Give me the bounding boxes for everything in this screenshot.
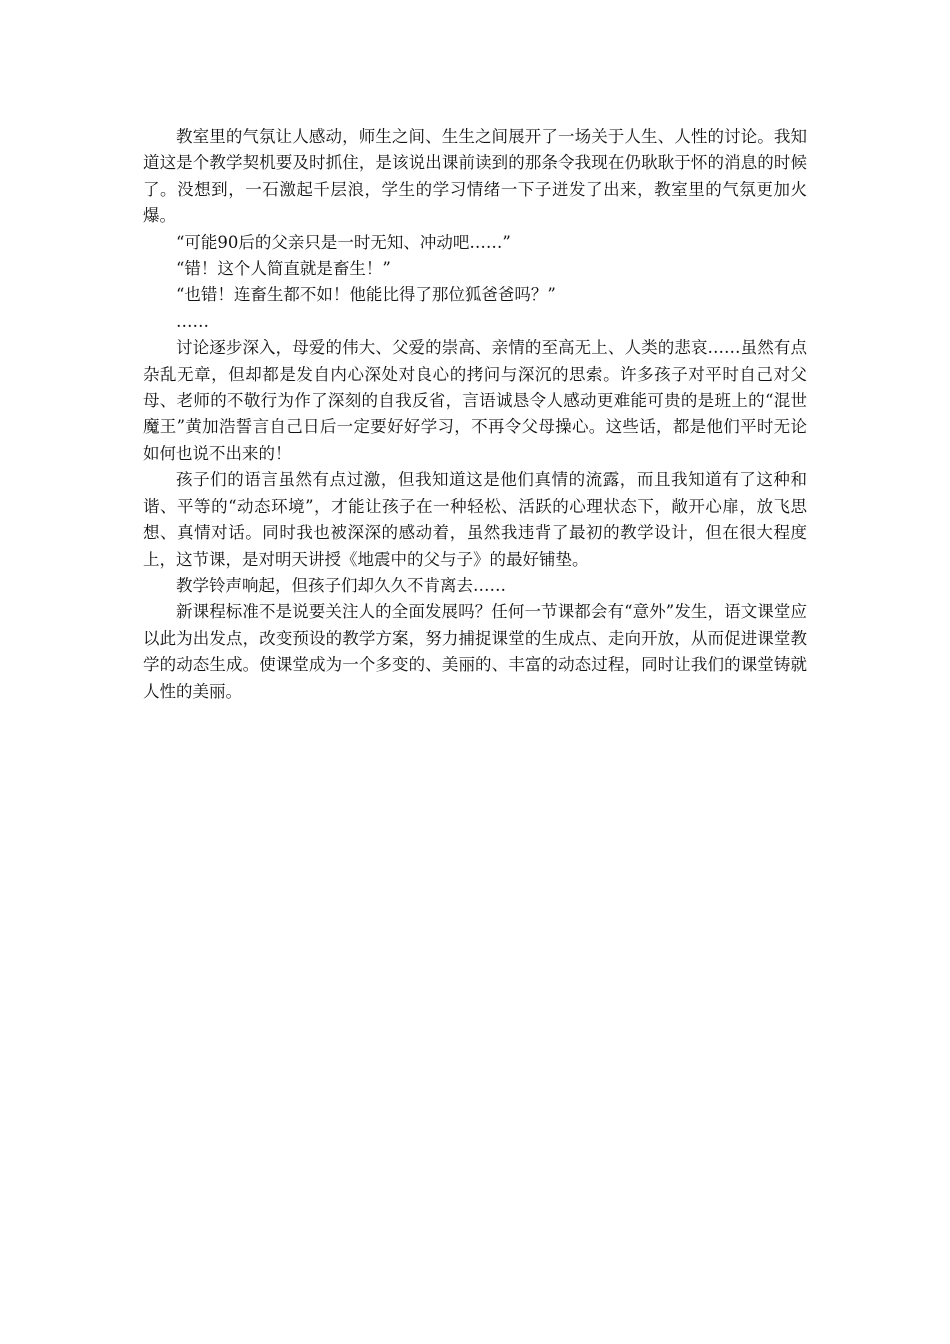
- paragraph-conclusion: 新课程标准不是说要关注人的全面发展吗？任何一节课都会有“意外”发生，语文课堂应以此为出发点，改变预设的教学方案，努力捕捉课堂的生成点、走向开放，从而促进课堂教学的动态生成。使课堂成为一个多变的、美丽的、丰富的动态过程，同时让我们的课堂铸就人性的美丽。: [143, 602, 807, 701]
- document-body: [143, 124, 807, 705]
- ellipsis-line: ……: [176, 311, 209, 331]
- dialogue-line-2: “错！这个人简直就是畜生！”: [176, 259, 391, 279]
- paragraph-reflection: 孩子们的语言虽然有点过激，但我知道这是他们真情的流露，而且我知道有了这种和谐、平等的“动态环境”，才能让孩子在一种轻松、活跃的心理状态下，敞开心扉，放飞思想、真情对话。同时我也被深深的感动着，虽然我违背了最初的教学设计，但在很大程度上，这节课，是对明天讲授《地震中的父与子》的最好铺垫。: [143, 470, 807, 569]
- paragraph-discussion: 讨论逐步深入，母爱的伟大、父爱的崇高、亲情的至高无上、人类的悲哀……虽然有点杂乱无章，但却都是发自内心深处对良心的拷问与深沉的思索。许多孩子对平时自己对父母、老师的不敬行为作了深刻的自我反省，言语诚恳令人感动更难能可贵的是班上的“混世魔王”黄加浩誓言自己日后一定要好好学习，不再令父母操心。这些话，都是他们平时无论如何也说不出来的！: [143, 338, 807, 463]
- dialogue-line-3: “也错！连畜生都不如！他能比得了那位狐爸爸吗？”: [176, 285, 556, 305]
- paragraph-bell: 教学铃声响起，但孩子们却久久不肯离去……: [176, 575, 506, 595]
- paragraph-classroom-atmosphere: 教室里的气氛让人感动，师生之间、生生之间展开了一场关于人生、人性的讨论。我知道这是个教学契机要及时抓住，是该说出课前读到的那条令我现在仍耿耿于怀的消息的时候了。没想到，一石激起千层浪，学生的学习情绪一下子迸发了出来，教室里的气氛更加火爆。: [143, 127, 807, 226]
- dialogue-line-1: “可能90后的父亲只是一时无知、冲动吧……”: [176, 232, 511, 252]
